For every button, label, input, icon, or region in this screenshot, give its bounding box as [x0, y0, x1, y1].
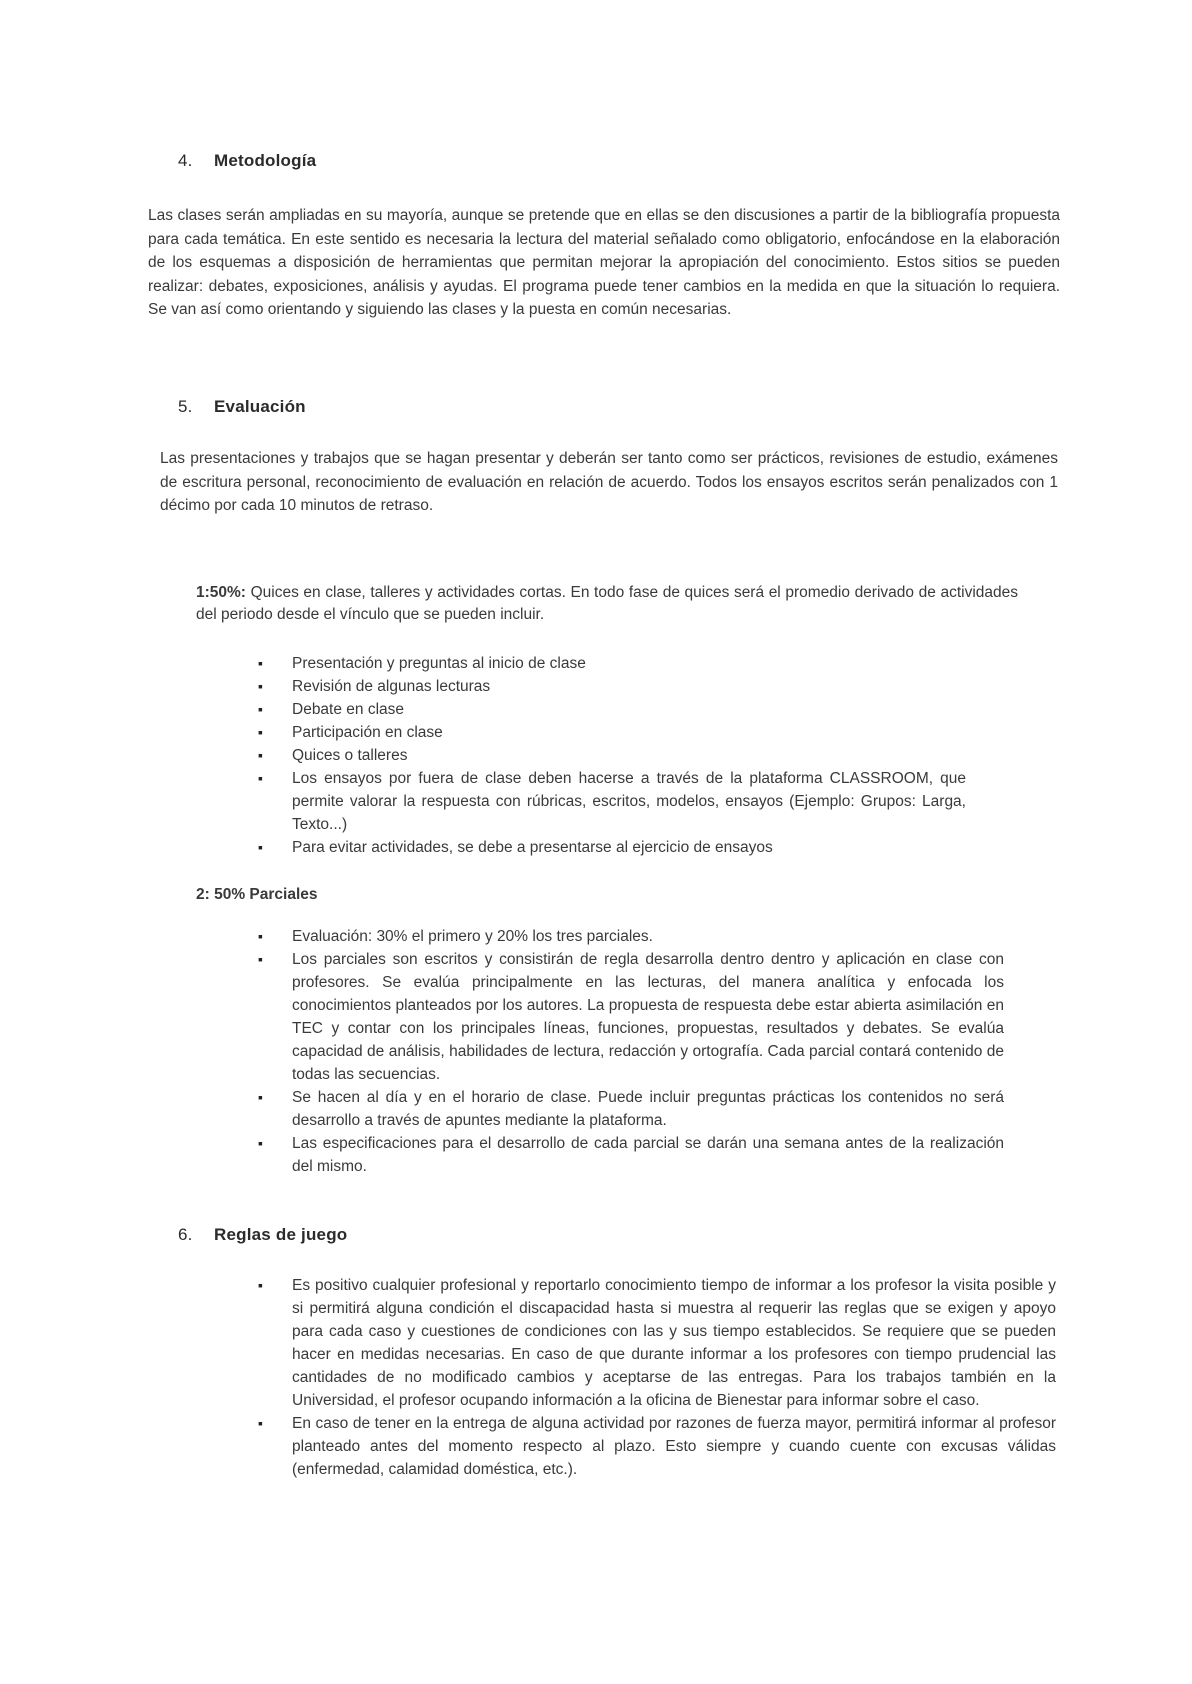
section-number: 4.: [178, 151, 193, 170]
grading-part1-intro: [196, 582, 1018, 626]
list-item: ▪ Los parciales son escritos y consistirán de regla desarrolla dentro dentro y aplicación en clase con profesores. Se evalúa principalmente en las lecturas, del manera analítica y enfocada los conocimientos planteados por los autores. La propuesta de respuesta debe estar abierta asimilación en TEC y contar con los principales líneas, funciones, propuestas, resultados y debates. Se evalúa capacidad de análisis, habilidades de lectura, redacción y ortografía. Cada parcial contará contenido de todas las secuencias.: [258, 948, 1004, 1086]
section-title: Evaluación: [214, 397, 306, 416]
list-item: ▪ Debate en clase: [258, 698, 966, 721]
section-heading-reglas: [178, 1225, 347, 1245]
section-title: Reglas de juego: [214, 1225, 348, 1244]
list-item: ▪ Presentación y preguntas al inicio de clase: [258, 652, 966, 675]
evaluation-paragraph: Las presentaciones y trabajos que se hagan presentar y deberán ser tanto como ser prácticos, revisiones de estudio, exámenes de escritura personal, reconocimiento de evaluación en relación de acuerdo. Todos los ensayos escritos serán penalizados con 1 décimo por cada 10 minutos de retraso.: [160, 450, 1058, 514]
list-item: ▪ En caso de tener en la entrega de alguna actividad por razones de fuerza mayor, permitirá informar al profesor planteado antes del momento respecto al plazo. Esto siempre y cuando cuente con excusas válidas (enfermedad, calamidad doméstica, etc.).: [258, 1412, 1056, 1481]
section-title: Metodología: [214, 151, 317, 170]
list-item: ▪ Las especificaciones para el desarrollo de cada parcial se darán una semana antes de la realización del mismo.: [258, 1132, 1004, 1178]
grading-part1-lead: 1:50%:: [196, 584, 246, 601]
section-number: 6.: [178, 1225, 193, 1244]
list-item: ▪ Revisión de algunas lecturas: [258, 675, 966, 698]
grading-part2-list: [258, 925, 1004, 1178]
section-heading-evaluacion: [178, 397, 306, 417]
grading-part1-list: [258, 652, 966, 859]
rules-list: [258, 1274, 1056, 1481]
list-item: ▪ Evaluación: 30% el primero y 20% los tres parciales.: [258, 925, 1004, 948]
grading-part2-heading: 2: 50% Parciales: [196, 886, 318, 903]
list-item: ▪ Quices o talleres: [258, 744, 966, 767]
methodology-paragraph: Las clases serán ampliadas en su mayoría, aunque se pretende que en ellas se den discusiones a partir de la bibliografía propuesta para cada temática. En este sentido es necesaria la lectura del material señalado como obligatorio, enfocándose en la elaboración de los esquemas a disposición de herramientas que permitan mejorar la apropiación del conocimiento. Estos sitios se pueden realizar: debates, exposiciones, análisis y ayudas. El programa puede tener cambios en la medida en que la situación lo requiera. Se van así como orientando y siguiendo las clases y la puesta en común necesarias.: [148, 207, 1060, 318]
section-heading-metodologia: [178, 151, 316, 171]
list-item: ▪ Para evitar actividades, se debe a presentarse al ejercicio de ensayos: [258, 836, 966, 859]
list-item: ▪ Es positivo cualquier profesional y reportarlo conocimiento tiempo de informar a los profesor la visita posible y si permitirá alguna condición el discapacidad hasta si muestra al requerir las reglas que se exigen y apoyo para cada caso y cuestiones de condiciones con las y sus tiempo establecidos. Se requiere que se pueden hacer en medidas necesarias. En caso de que durante informar a los profesores con tiempo prudencial las cantidades de no modificado cambios y aceptarse de las entregas. Para los trabajos también en la Universidad, el profesor ocupando información a la oficina de Bienestar para informar sobre el caso.: [258, 1274, 1056, 1412]
list-item: ▪ Se hacen al día y en el horario de clase. Puede incluir preguntas prácticas los contenidos no será desarrollo a través de apuntes mediante la plataforma.: [258, 1086, 1004, 1132]
list-item: ▪ Los ensayos por fuera de clase deben hacerse a través de la plataforma CLASSROOM, que permite valorar la respuesta con rúbricas, escritos, modelos, ensayos (Ejemplo: Grupos: Larga, Texto...): [258, 767, 966, 836]
list-item: ▪ Participación en clase: [258, 721, 966, 744]
section-number: 5.: [178, 397, 193, 416]
grading-part1-text: Quices en clase, talleres y actividades cortas. En todo fase de quices será el promedio derivado de actividades del periodo desde el vínculo que se pueden incluir.: [196, 584, 1018, 623]
